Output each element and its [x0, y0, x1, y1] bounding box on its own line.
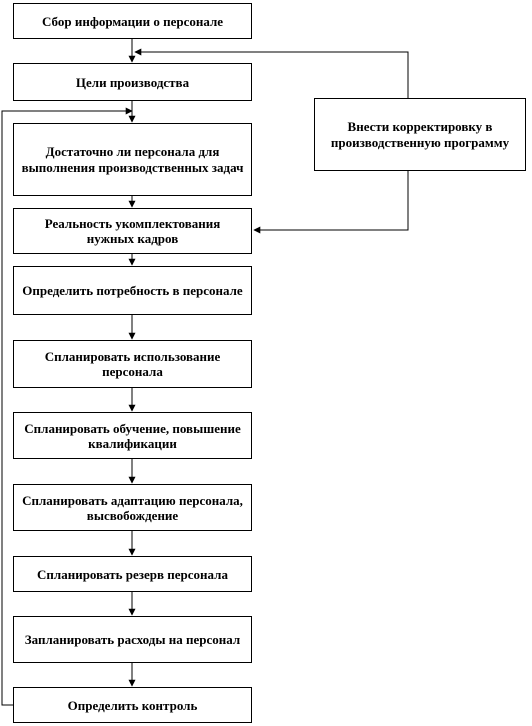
- side-step-adjust-program-label: Внести корректировку в производственную программу: [330, 118, 510, 150]
- step-staff-sufficiency: [13, 123, 252, 196]
- step-staffing-feasibility: [13, 208, 252, 254]
- step-plan-reserve: [13, 556, 252, 592]
- step-staffing-feasibility-label: Реальность укомплектования нужных кадров: [44, 216, 221, 246]
- step-plan-adaptation-label: Спланировать адаптацию персонала, высвобождение: [22, 492, 243, 523]
- step-determine-need-label: Определить потребность в персонале: [22, 283, 243, 298]
- step-staff-sufficiency-label: Достаточно ли персонала для выполнения производственных задач: [21, 143, 244, 175]
- step-collect-info-label: Сбор информации о персонале: [41, 13, 224, 29]
- step-define-control: [13, 687, 252, 723]
- step-define-control-label: Определить контроль: [67, 697, 198, 713]
- step-production-goals: [13, 63, 252, 101]
- step-plan-expenses: [13, 616, 252, 663]
- step-plan-usage-label: Спланировать использование персонала: [44, 349, 221, 379]
- step-determine-need: [13, 266, 252, 315]
- step-plan-training-label: Спланировать обучение, повышение квалификации: [24, 420, 241, 451]
- step-collect-info: [13, 3, 252, 39]
- step-plan-expenses-label: Запланировать расходы на персонал: [24, 632, 241, 647]
- arrow-side-to-step4: [254, 171, 408, 230]
- step-production-goals-label: Цели производства: [75, 74, 190, 90]
- step-plan-reserve-label: Спланировать резерв персонала: [37, 566, 228, 582]
- step-plan-usage: [13, 340, 252, 388]
- side-step-adjust-program: [314, 98, 526, 171]
- step-plan-adaptation: [13, 484, 252, 531]
- step-plan-training: [13, 412, 252, 459]
